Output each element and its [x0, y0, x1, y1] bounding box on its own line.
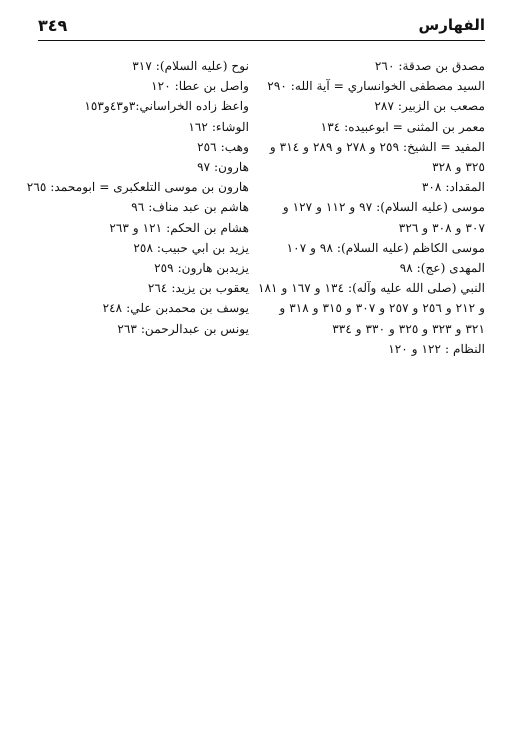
index-column-right [253, 56, 485, 359]
index-entry: السيد مصطفى الخوانساري = آية الله: ٢٩٠ [267, 79, 485, 94]
index-entry: هارون: ٩٧ [197, 160, 249, 175]
index-entry-continuation: ٣٢١ و ٣٢٣ و ٣٢٥ و ٣٣٠ و ٣٣٤ [332, 321, 485, 336]
index-entry-continuation: و ٢١٢ و ٢٥٦ و ٢٥٧ و ٣٠٧ و ٣١٥ و ٣١٨ و [279, 301, 485, 316]
page-number: ٣٤٩ [38, 16, 68, 35]
index-entry: يوسف بن محمدبن علي: ٢٤٨ [102, 301, 249, 316]
index-entry: موسى (عليه السلام): ٩٧ و ١١٢ و ١٢٧ و [282, 200, 485, 215]
page-header [38, 16, 485, 41]
index-entry: مصدق بن صدقة: ٢٦٠ [374, 59, 485, 73]
index-entry: النبي (صلى الله عليه وآله): ١٣٤ و ١٦٧ و ١٨١ [257, 281, 485, 296]
running-title: الفهارس [418, 16, 485, 34]
index-entry: المهدى (عج): ٩٨ [399, 261, 485, 276]
index-entry-continuation: ٣٠٧ و ٣٠٨ و ٣٢٦ [398, 220, 485, 235]
index-entry: موسى الكاظم (عليه السلام): ٩٨ و ١٠٧ [286, 240, 485, 255]
index-entry: يزيدبن هارون: ٢٥٩ [154, 261, 249, 276]
index-entry: يعقوب بن يزيد: ٢٦٤ [147, 281, 249, 296]
index-entry: يزيد بن ابي حبيب: ٢٥٨ [133, 240, 249, 255]
index-entry: نوح (عليه السلام): ٣١٧ [132, 59, 249, 73]
index-entry: واصل بن عطا: ١٢٠ [151, 79, 249, 94]
index-entry: النظام : ١٢٢ و ١٢٠ [388, 341, 485, 356]
index-entry-continuation: ٣٢٥ و ٣٢٨ [432, 160, 485, 175]
index-entry: يونس بن عبدالرحمن: ٢٦٣ [117, 321, 249, 336]
index-entry: معمر بن المثنى = ابوعبيده: ١٣٤ [320, 119, 485, 134]
index-entry: واعظ زاده الخراساني:٣و٤٣و١٥٣ [84, 99, 249, 114]
index-entry: هاشم بن عبد مناف: ٩٦ [131, 200, 249, 215]
index-entry: هارون بن موسى التلعكبرى = ابومحمد: ٢٦٥ [26, 180, 249, 195]
index-entry: مصعب بن الزبير: ٢٨٧ [374, 99, 485, 114]
index-entry: المفيد = الشيخ: ٢٥٩ و ٢٧٨ و ٢٨٩ و ٣١٤ و [269, 139, 485, 154]
index-entry: وهب: ٢٥٦ [197, 139, 249, 154]
index-entry: الوشاء: ١٦٢ [188, 119, 249, 134]
index-column-left [27, 56, 249, 339]
index-entry: المقداد: ٣٠٨ [421, 180, 485, 195]
index-entry: هشام بن الحكم: ١٢١ و ٢٦٣ [109, 220, 249, 235]
